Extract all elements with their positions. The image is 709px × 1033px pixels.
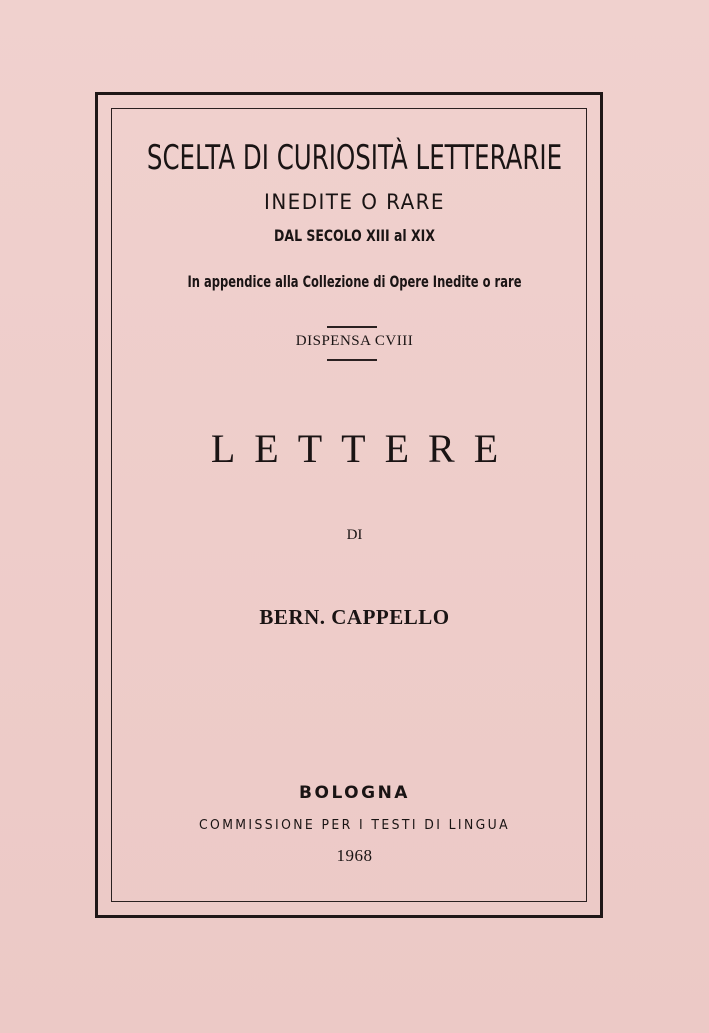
- book-title: LETTERE: [210, 426, 518, 471]
- period-line: DAL SECOLO XIII al XIX: [274, 226, 435, 245]
- divider-rule-bottom: [327, 359, 377, 361]
- publisher-name: COMMISSIONE PER I TESTI DI LINGUA: [198, 817, 511, 833]
- author-name: BERN. CAPPELLO: [259, 605, 450, 629]
- series-subtitle: INEDITE O RARE: [264, 190, 445, 214]
- issue-number: DISPENSA CVIII: [295, 333, 414, 349]
- series-title: SCELTA DI CURIOSITÀ LETTERARIE: [146, 138, 563, 178]
- publication-year: 1968: [336, 846, 373, 865]
- publication-city: BOLOGNA: [299, 783, 410, 803]
- by-label: DI: [346, 527, 363, 543]
- appendix-note: In appendice alla Collezione di Opere Inedite o rare: [187, 272, 522, 291]
- divider-rule-top: [327, 326, 377, 328]
